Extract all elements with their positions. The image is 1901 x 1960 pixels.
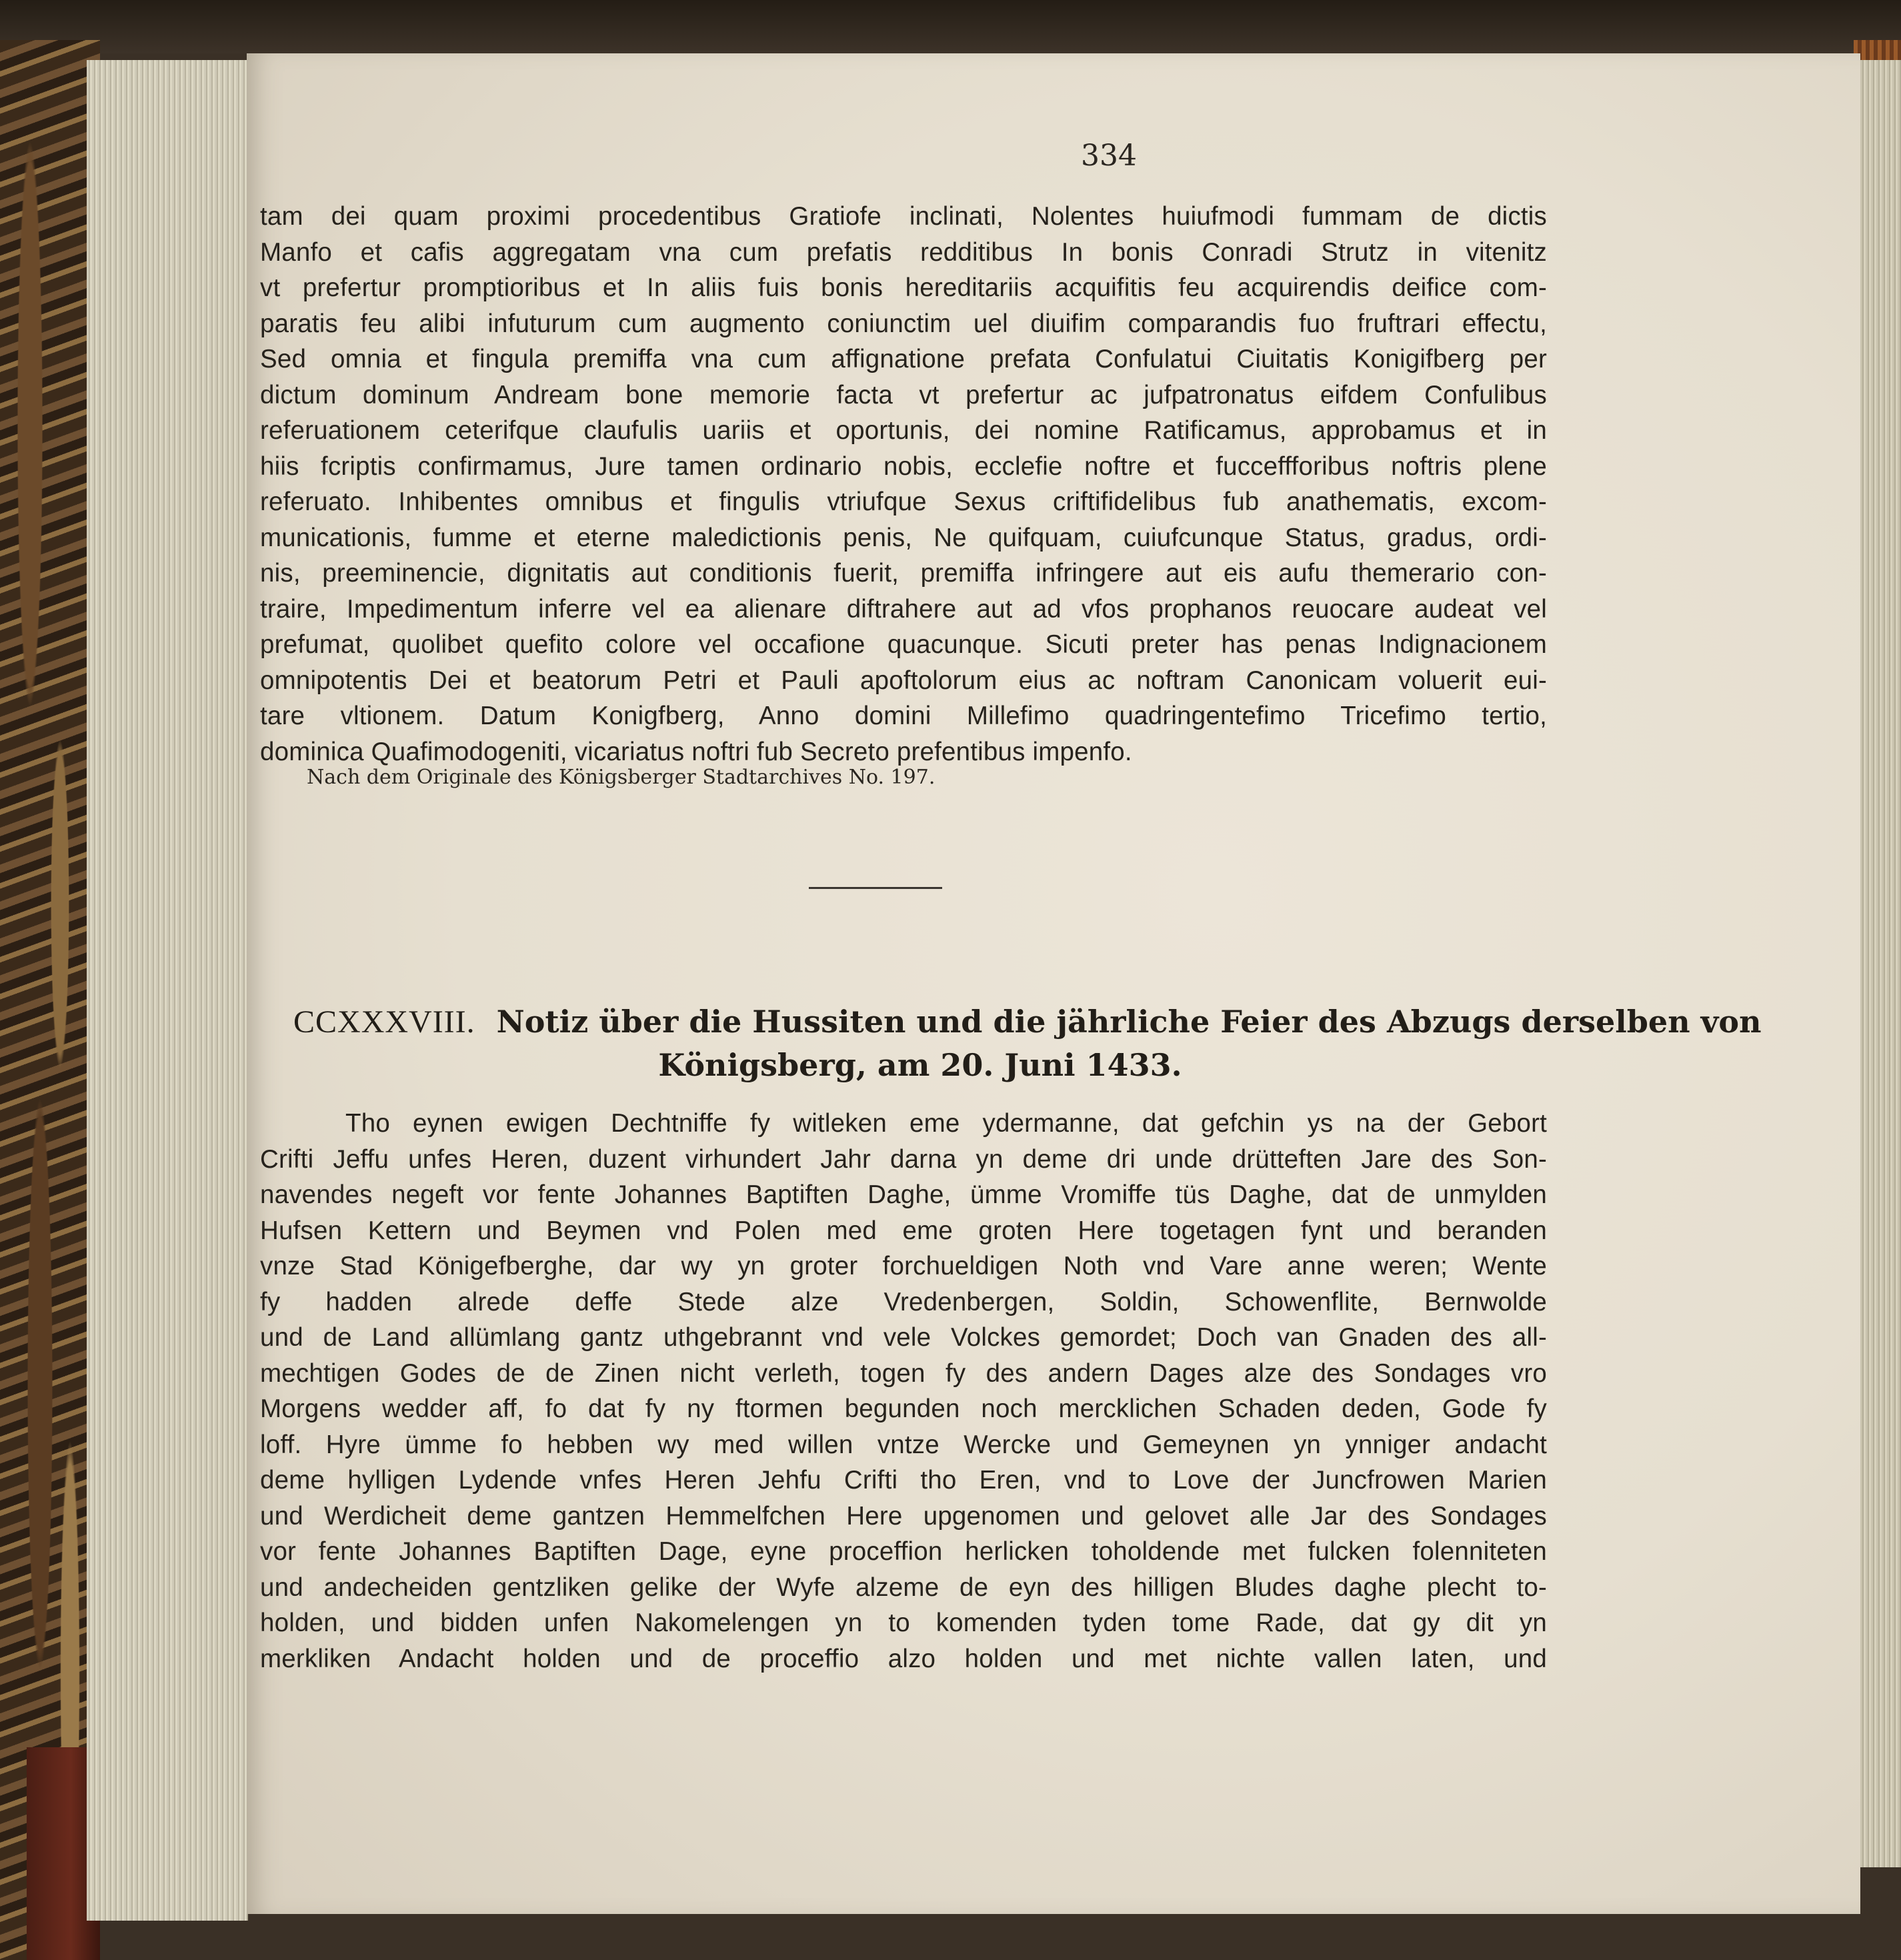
text-line: nis, preeminencie, dignitatis aut conditionis fuerit, premiffa infringere aut eis aufu themerario con- xyxy=(260,559,1547,588)
text-line: navendes negeft vor fente Johannes Baptiften Daghe, ümme Vromiffe tüs Daghe, dat de unmylden xyxy=(260,1180,1547,1209)
text-line: mechtigen Godes de de Zinen nicht verleth, togen fy des andern Dages alze des Sondages vro xyxy=(260,1358,1547,1388)
section-divider xyxy=(809,887,942,889)
source-note: Nach dem Originale des Königsberger Stadtarchives No. 197. xyxy=(307,766,935,789)
heading-line-1 xyxy=(293,1000,1762,1044)
text-line: und andecheiden gentzliken gelike der Wyfe alzeme de eyn des hilligen Bludes daghe plecht to- xyxy=(260,1573,1547,1602)
page-number: 334 xyxy=(1081,139,1137,173)
text-line: tam dei quam proximi procedentibus Gratiofe inclinati, Nolentes huiufmodi fummam de dictis xyxy=(260,202,1547,231)
text-line: dictum dominum Andream bone memorie facta vt prefertur ac jufpatronatus eifdem Confulibus xyxy=(260,380,1547,409)
text-line: vnze Stad Königefberghe, dar wy yn groter forchueldigen Noth vnd Vare anne weren; Wente xyxy=(260,1252,1547,1280)
text-line: Morgens wedder aff, fo dat fy ny ftormen begunden noch mercklichen Schaden deden, Gode fy xyxy=(260,1394,1547,1423)
text-line: und de Land allümlang gantz uthgebrannt vnd vele Volckes gemordet; Doch van Gnaden des all- xyxy=(260,1323,1547,1352)
text-line: loff. Hyre ümme fo hebben wy med willen vntze Wercke und Gemeynen yn ynniger andacht xyxy=(260,1430,1547,1459)
heading-line-2: Königsberg, am 20. Juni 1433. xyxy=(658,1047,1182,1083)
heading-title: Notiz über die Hussiten und die jährliche Feier des Abzugs derselben von xyxy=(496,1004,1762,1040)
text-line: paratis feu alibi infuturum cum augmento coniunctim uel diuifim comparandis fuo fruftrari effectu, xyxy=(260,309,1547,338)
text-line: vt prefertur promptioribus et In aliis fuis bonis hereditariis acquifitis feu acquirendis deifice com- xyxy=(260,273,1547,302)
text-line: hiis fcriptis confirmamus, Jure tamen ordinario nobis, ecclefie noftre et fucceffforibus noftris plene xyxy=(260,451,1547,481)
latin-charter-paragraph xyxy=(260,199,1547,770)
text-line: traire, Impedimentum inferre vel ea alienare diftrahere aut ad vfos prophanos reuocare audeat vel xyxy=(260,594,1547,624)
text-line: municationis, fumme et eterne maledictionis penis, Ne quifquam, cuiufcunque Status, gradus, ordi- xyxy=(260,523,1547,552)
text-line: referuationem ceterifque claufulis uariis et oportunis, dei nomine Ratificamus, approbamus et in xyxy=(260,416,1547,445)
text-line: Manfo et cafis aggregatam vna cum prefatis redditibus In bonis Conradi Strutz in vitenitz xyxy=(260,237,1547,267)
scan-background-top xyxy=(0,0,1901,53)
low-german-paragraph xyxy=(260,1106,1547,1677)
text-line: dominica Quafimodogeniti, vicariatus noftri fub Secreto prefentibus impenfo. xyxy=(260,737,1132,766)
text-line: deme hylligen Lydende vnfes Heren Jehfu Crifti tho Eren, vnd to Love der Juncfrowen Marien xyxy=(260,1466,1547,1495)
text-line: merkliken Andacht holden und de proceffio alzo holden und met nichte vallen laten, und xyxy=(260,1644,1547,1673)
text-line: prefumat, quolibet quefito colore vel occafione quacunque. Sicuti preter has penas Indignacionem xyxy=(260,630,1547,659)
text-line: omnipotentis Dei et beatorum Petri et Pauli apoftolorum eius ac noftram Canonicam voluerit eui- xyxy=(260,666,1547,695)
text-line: Crifti Jeffu unfes Heren, duzent virhundert Jahr darna yn deme dri unde drütteften Jare des Son- xyxy=(260,1144,1547,1174)
text-line: Sed omnia et fingula premiffa vna cum affignatione prefata Confulatui Ciuitatis Konigifberg per xyxy=(260,345,1547,373)
section-heading xyxy=(293,1000,1762,1086)
document-number: CCXXXVIII. xyxy=(293,1004,475,1040)
text-line: referuato. Inhibentes omnibus et fingulis vtriufque Sexus criftifidelibus fub anathematis, excom- xyxy=(260,487,1547,516)
page-edges-left xyxy=(87,60,248,1921)
text-line: holden, und bidden unfen Nakomelengen yn to komenden tyden tome Rade, dat gy dit yn xyxy=(260,1609,1547,1637)
page-edges-right xyxy=(1860,53,1901,1867)
text-line: Hufsen Kettern und Beymen vnd Polen med eme groten Here togetagen fynt und beranden xyxy=(260,1216,1547,1245)
cover-corner xyxy=(1854,40,1901,60)
text-line: Tho eynen ewigen Dechtniffe fy witleken eme ydermanne, dat gefchin ys na der Gebort xyxy=(345,1109,1547,1138)
text-line: vor fente Johannes Baptiften Dage, eyne proceffion herlicken toholdende met fulcken folenniteten xyxy=(260,1537,1547,1566)
text-line: tare vltionem. Datum Konigfberg, Anno domini Millefimo quadringentefimo Tricefimo tertio, xyxy=(260,702,1547,730)
marbled-cover xyxy=(0,40,100,1960)
text-line: und Werdicheit deme gantzen Hemmelfchen Here upgenomen und gelovet alle Jar des Sondages xyxy=(260,1501,1547,1531)
text-line: fy hadden alrede deffe Stede alze Vredenbergen, Soldin, Schowenflite, Bernwolde xyxy=(260,1287,1547,1316)
